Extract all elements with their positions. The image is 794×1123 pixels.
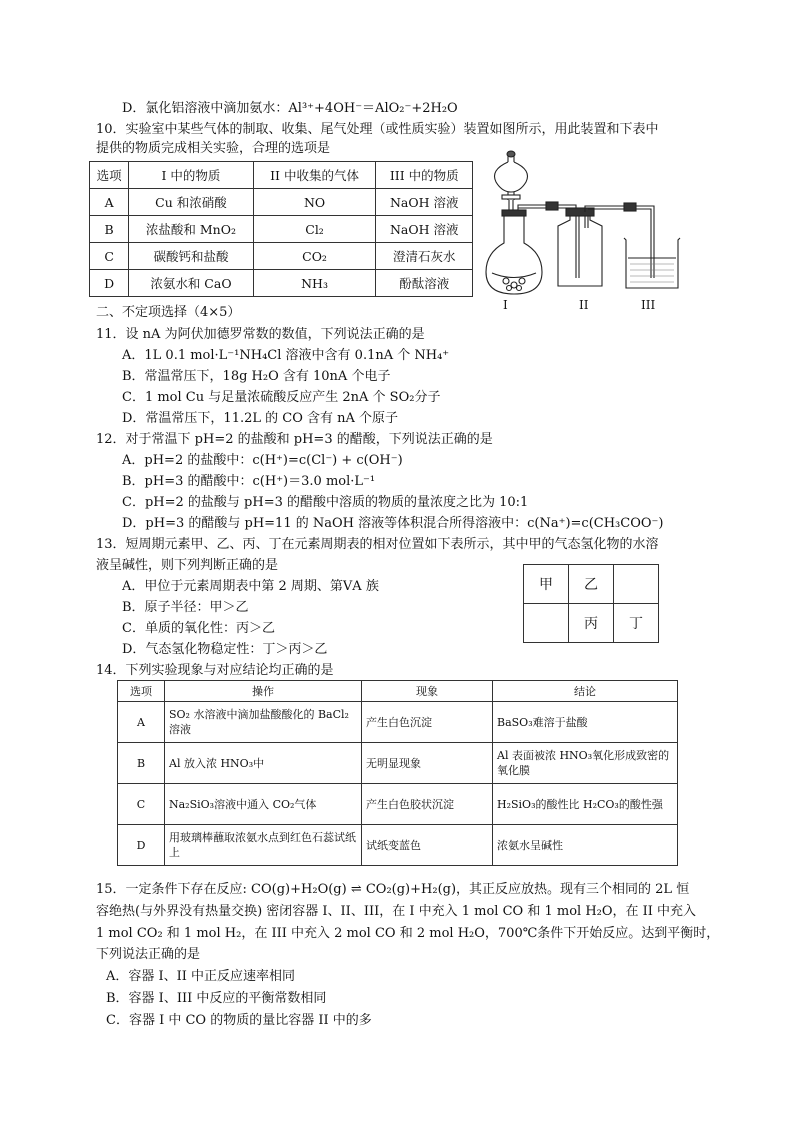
table-cell: 浓氨水呈碱性 bbox=[493, 825, 678, 866]
q13-option-a: A．甲位于元素周期表中第 2 周期、第ⅤA 族 bbox=[122, 579, 379, 594]
table-header-cell: 选项 bbox=[118, 681, 165, 702]
table-cell: 试纸变蓝色 bbox=[362, 825, 493, 866]
table-cell: 丁 bbox=[614, 604, 659, 643]
table-header-cell: I 中的物质 bbox=[129, 162, 253, 189]
q10-table bbox=[89, 161, 473, 297]
table-cell: D bbox=[90, 270, 129, 297]
table-cell: CO₂ bbox=[253, 243, 376, 270]
table-cell: H₂SiO₃的酸性比 H₂CO₃的酸性强 bbox=[493, 784, 678, 825]
table-row bbox=[90, 189, 473, 216]
q11-stem: 11．设 nA 为阿伏加德罗常数的数值，下列说法正确的是 bbox=[96, 327, 425, 342]
table-cell: NaOH 溶液 bbox=[376, 216, 473, 243]
q10-stem-line2: 提供的物质完成相关实验，合理的选项是 bbox=[96, 141, 331, 156]
q15-option-c: C．容器 I 中 CO 的物质的量比容器 II 中的多 bbox=[106, 1013, 372, 1028]
table-cell: Cu 和浓硝酸 bbox=[129, 189, 253, 216]
table-row bbox=[524, 565, 659, 604]
table-row bbox=[118, 743, 678, 784]
table-cell: C bbox=[90, 243, 129, 270]
table-cell: BaSO₃难溶于盐酸 bbox=[493, 702, 678, 743]
q15-line4: 下列说法正确的是 bbox=[96, 947, 201, 962]
table-cell: B bbox=[118, 743, 165, 784]
table-cell bbox=[524, 604, 569, 643]
q11-option-c: C．1 mol Cu 与足量浓硫酸反应产生 2nA 个 SO₂分子 bbox=[122, 390, 441, 405]
table-header-cell: II 中收集的气体 bbox=[253, 162, 376, 189]
apparatus-label-1: I bbox=[503, 298, 508, 312]
q15-line3: 1 mol CO₂ 和 1 mol H₂，在 III 中充入 2 mol CO 和 2 mol H₂O，700℃条件下开始反应。达到平衡时， bbox=[96, 926, 720, 941]
table-cell: 酚酞溶液 bbox=[376, 270, 473, 297]
table-cell: NH₃ bbox=[253, 270, 376, 297]
table-cell: 澄清石灰水 bbox=[376, 243, 473, 270]
table-row bbox=[118, 825, 678, 866]
table-cell: 产生白色胶状沉淀 bbox=[362, 784, 493, 825]
apparatus-label-2: II bbox=[579, 298, 589, 312]
periodic-grid bbox=[523, 564, 659, 643]
table-row bbox=[524, 604, 659, 643]
table-cell: SO₂ 水溶液中滴加盐酸酸化的 BaCl₂溶液 bbox=[165, 702, 362, 743]
q12-option-d: D．pH=3 的醋酸与 pH=11 的 NaOH 溶液等体积混合所得溶液中：c(Na⁺)=c(CH₃COO⁻) bbox=[122, 516, 664, 531]
q13-option-d: D．气态氢化物稳定性：丁＞丙＞乙 bbox=[122, 642, 328, 657]
q15-line1: 15．一定条件下存在反应: CO(g)+H₂O(g) ⇌ CO₂(g)+H₂(g)，其正反应放热。现有三个相同的 2L 恒 bbox=[96, 882, 690, 897]
table-row bbox=[118, 702, 678, 743]
q15-option-a: A．容器 I、II 中正反应速率相同 bbox=[106, 969, 296, 984]
table-cell: 浓盐酸和 MnO₂ bbox=[129, 216, 253, 243]
table-cell: A bbox=[118, 702, 165, 743]
q12-stem: 12．对于常温下 pH=2 的盐酸和 pH=3 的醋酸，下列说法正确的是 bbox=[96, 432, 493, 447]
table-cell: NaOH 溶液 bbox=[376, 189, 473, 216]
q13-option-c: C．单质的氧化性：丙＞乙 bbox=[122, 621, 275, 636]
apparatus-label-3: III bbox=[641, 298, 656, 312]
table-cell: 产生白色沉淀 bbox=[362, 702, 493, 743]
table-cell: 碳酸钙和盐酸 bbox=[129, 243, 253, 270]
table-cell: 浓氨水和 CaO bbox=[129, 270, 253, 297]
table-cell bbox=[614, 565, 659, 604]
q13-option-b: B．原子半径：甲＞乙 bbox=[122, 600, 249, 615]
table-header-cell: 现象 bbox=[362, 681, 493, 702]
q12-option-b: B．pH=3 的醋酸中：c(H⁺)＝3.0 mol·L⁻¹ bbox=[122, 474, 376, 489]
table-header-row bbox=[90, 162, 473, 189]
q12-option-c: C．pH=2 的盐酸与 pH=3 的醋酸中溶质的物质的量浓度之比为 10:1 bbox=[122, 495, 529, 510]
q14-stem: 14．下列实验现象与对应结论均正确的是 bbox=[96, 663, 334, 678]
table-cell: Cl₂ bbox=[253, 216, 376, 243]
table-cell: 甲 bbox=[524, 565, 569, 604]
table-header-cell: 选项 bbox=[90, 162, 129, 189]
table-cell: D bbox=[118, 825, 165, 866]
table-cell: A bbox=[90, 189, 129, 216]
q12-option-a: A．pH=2 的盐酸中：c(H⁺)=c(Cl⁻) + c(OH⁻) bbox=[122, 453, 403, 468]
q11-option-a: A．1L 0.1 mol·L⁻¹NH₄Cl 溶液中含有 0.1nA 个 NH₄⁺ bbox=[122, 348, 450, 363]
table-cell: 用玻璃棒蘸取浓氨水点到红色石蕊试纸上 bbox=[165, 825, 362, 866]
table-cell: NO bbox=[253, 189, 376, 216]
table-header-cell: III 中的物质 bbox=[376, 162, 473, 189]
q10-stem-line1: 10．实验室中某些气体的制取、收集、尾气处理（或性质实验）装置如图所示，用此装置和下表中 bbox=[96, 122, 659, 137]
q11-option-b: B．常温常压下，18g H₂O 含有 10nA 个电子 bbox=[122, 369, 391, 384]
table-header-row bbox=[118, 681, 678, 702]
q9-option-d: D．氯化铝溶液中滴加氨水：Al³⁺+4OH⁻＝AlO₂⁻+2H₂O bbox=[122, 101, 458, 116]
table-cell: C bbox=[118, 784, 165, 825]
section-heading: 二、不定项选择（4×5） bbox=[96, 305, 241, 320]
table-row bbox=[118, 784, 678, 825]
table-cell: Al 放入浓 HNO₃中 bbox=[165, 743, 362, 784]
table-row bbox=[90, 270, 473, 297]
q15-line2: 容绝热(与外界没有热量交换) 密闭容器 I、II、III，在 I 中充入 1 mol CO 和 1 mol H₂O，在 II 中充入 bbox=[96, 904, 697, 919]
apparatus-diagram bbox=[478, 148, 688, 313]
table-cell: 丙 bbox=[569, 604, 614, 643]
q13-stem-line1: 13．短周期元素甲、乙、丙、丁在元素周期表的相对位置如下表所示，其中甲的气态氢化物的水溶 bbox=[96, 537, 659, 552]
table-cell: B bbox=[90, 216, 129, 243]
table-cell: 无明显现象 bbox=[362, 743, 493, 784]
q13-stem-line2: 液呈碱性，则下列判断正确的是 bbox=[96, 558, 279, 573]
table-cell: 乙 bbox=[569, 565, 614, 604]
table-header-cell: 操作 bbox=[165, 681, 362, 702]
table-header-cell: 结论 bbox=[493, 681, 678, 702]
q11-option-d: D．常温常压下，11.2L 的 CO 含有 nA 个原子 bbox=[122, 411, 399, 426]
q14-table bbox=[117, 680, 678, 866]
table-row bbox=[90, 216, 473, 243]
table-row bbox=[90, 243, 473, 270]
table-cell: Al 表面被浓 HNO₃氧化形成致密的氧化膜 bbox=[493, 743, 678, 784]
table-cell: Na₂SiO₃溶液中通入 CO₂气体 bbox=[165, 784, 362, 825]
q15-option-b: B．容器 I、III 中反应的平衡常数相同 bbox=[106, 991, 327, 1006]
